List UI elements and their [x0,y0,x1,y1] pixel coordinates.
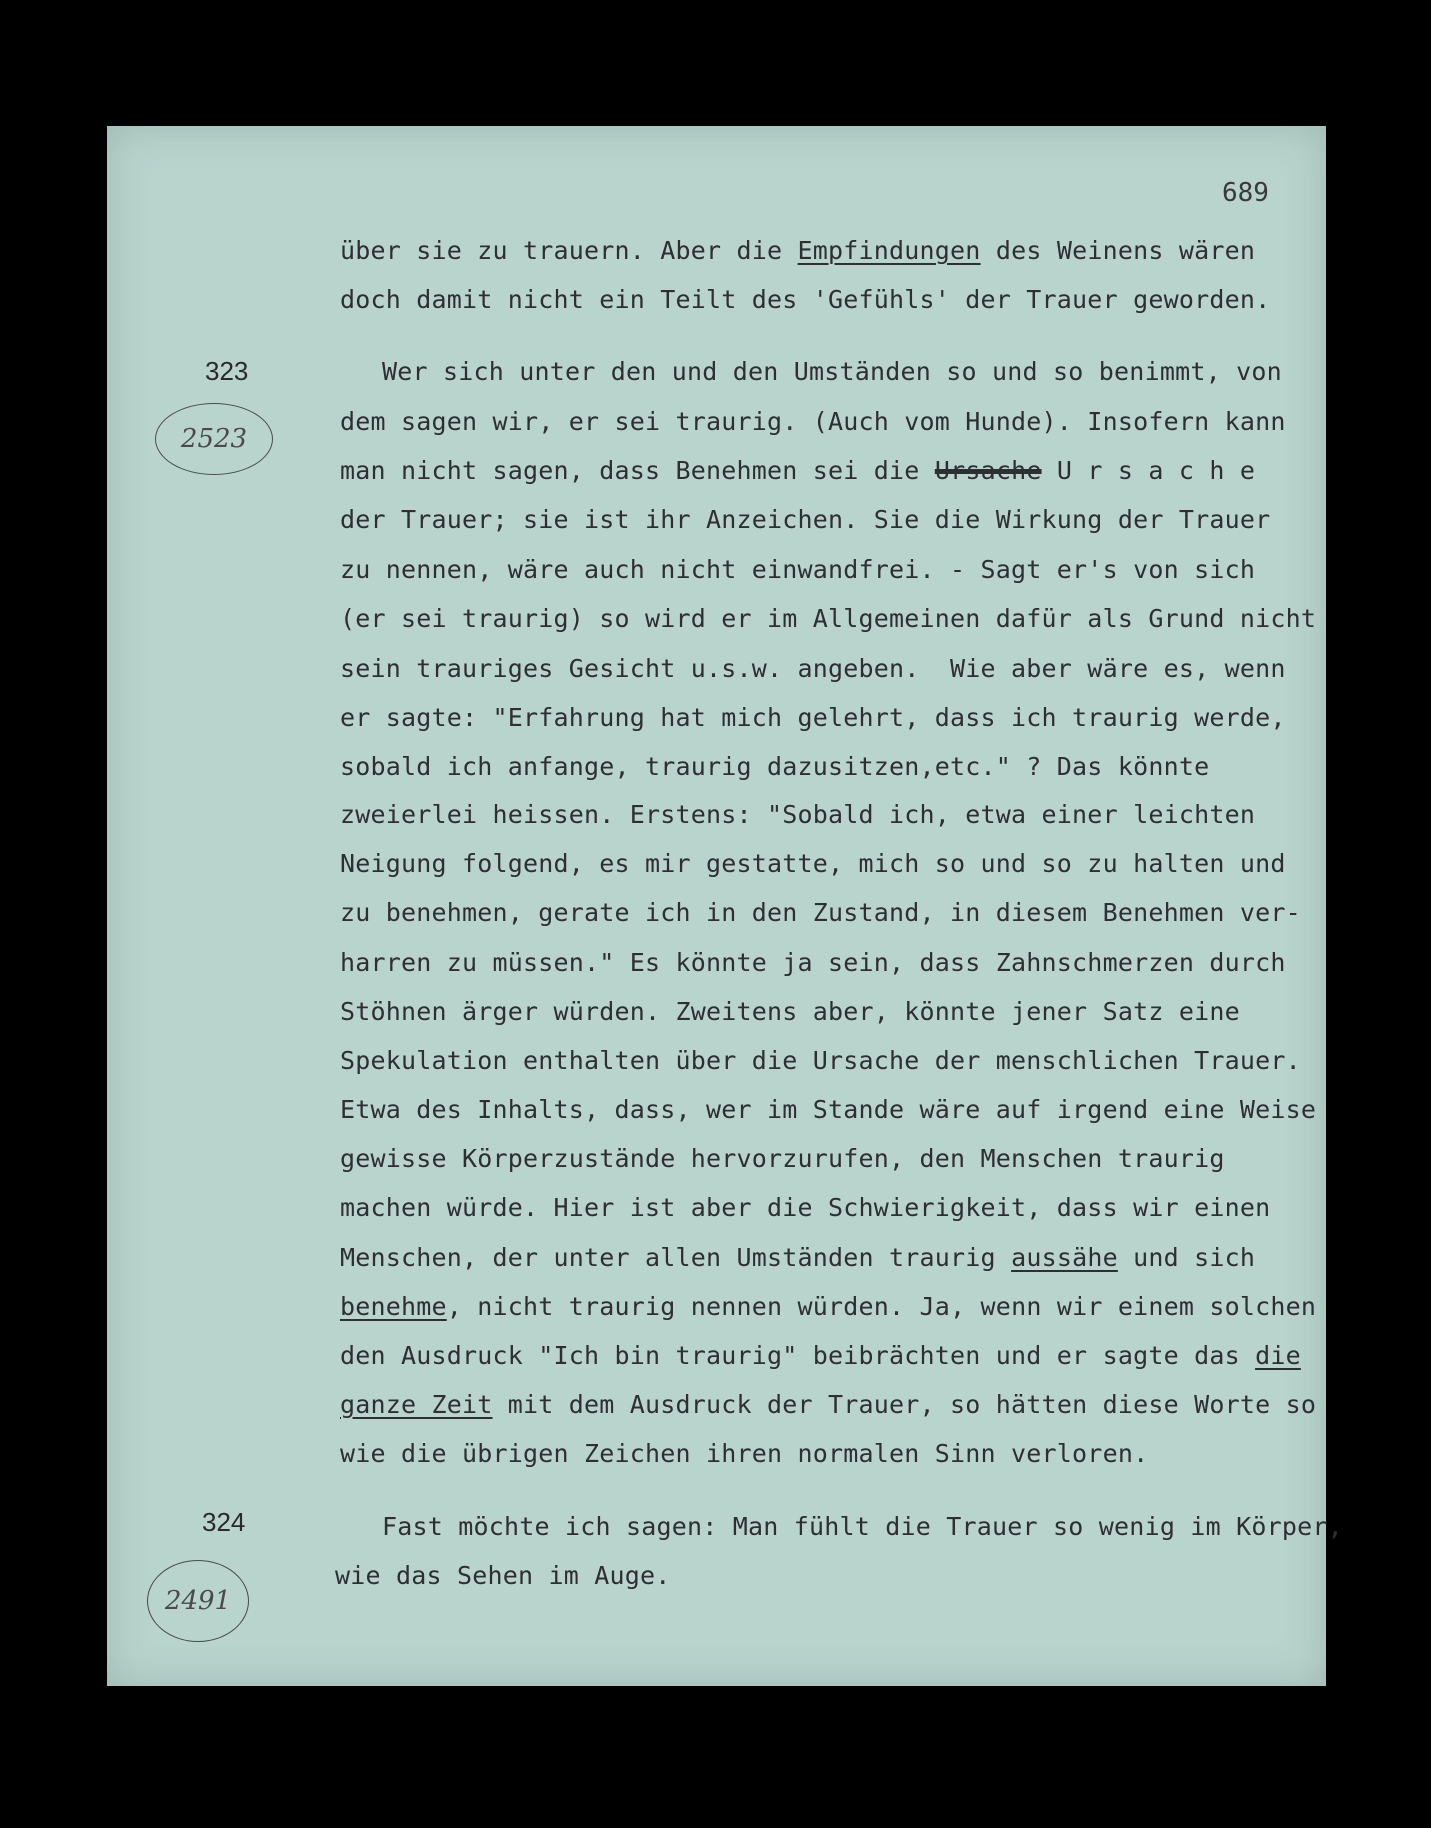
text-line [335,1561,671,1590]
line-text: harren zu müssen." Es könnte ja sein, dass Zahnschmerzen durch [340,948,1286,977]
text-line [340,1439,1148,1468]
line-text: machen würde. Hier ist aber die Schwierigkeit, dass wir einen [340,1193,1271,1222]
underlined-text: ganze Zeit [340,1390,493,1419]
line-text: wie die übrigen Zeichen ihren normalen Sinn verloren. [340,1439,1149,1468]
text-line [340,1144,1225,1173]
text-line [340,948,1286,977]
remark-number: 324 [202,1507,246,1537]
line-text: den Ausdruck "Ich bin traurig" beibrächten und er sagte das [340,1341,1256,1370]
line-text: über sie zu trauern. Aber die [340,236,798,265]
line-text: dem sagen wir, er sei traurig. (Auch vom Hunde). Insofern kann [340,407,1286,436]
text-line [382,357,1282,386]
text-line [382,1512,1343,1541]
text-line [340,1193,1270,1222]
line-text: Fast möchte ich sagen: Man fühlt die Trauer so wenig im Körper, [382,1512,1343,1541]
text-line [340,703,1286,732]
line-text: Wer sich unter den und den Umständen so und so benimmt, von [382,357,1282,386]
underlined-text: die [1255,1341,1301,1370]
line-text: wie das Sehen im Auge. [335,1561,671,1590]
line-text: man nicht sagen, dass Benehmen sei die [340,456,935,485]
text-line [340,604,1316,633]
line-text: (er sei traurig) so wird er im Allgemeinen dafür als Grund nicht [340,604,1317,633]
text-line [340,407,1286,436]
line-text: der Trauer; sie ist ihr Anzeichen. Sie die Wirkung der Trauer [340,505,1271,534]
line-text: zu benehmen, gerate ich in den Zustand, in diesem Benehmen ver- [340,898,1301,927]
text-line [340,1243,1255,1272]
line-text: , nicht traurig nennen würden. Ja, wenn wir einem solchen [446,1292,1317,1321]
line-text: Spekulation enthalten über die Ursache der menschlichen Trauer. [340,1046,1301,1075]
text-line [340,1292,1316,1321]
remark-reference-text: 2491 [164,1586,232,1616]
text-line [340,752,1209,781]
remark-reference [147,1560,249,1642]
line-text: er sagte: "Erfahrung hat mich gelehrt, dass ich traurig werde, [340,703,1286,732]
underlined-text: benehme [340,1292,447,1321]
line-text: Neigung folgend, es mir gestatte, mich so und so zu halten und [340,849,1286,878]
line-text: gewisse Körperzustände hervorzurufen, den Menschen traurig [340,1144,1225,1173]
text-line [340,1390,1316,1419]
text-line [340,898,1301,927]
remark-reference-text: 2523 [180,424,248,454]
text-line [340,505,1270,534]
page-number: 689 [1222,178,1269,208]
line-text: zu nennen, wäre auch nicht einwandfrei. - Sagt er's von sich [340,555,1256,584]
line-text: Stöhnen ärger würden. Zweitens aber, könnte jener Satz eine [340,997,1240,1026]
line-text: U r s a c h e [1041,456,1256,485]
text-line [340,456,1255,485]
text-line [340,236,1255,265]
line-text: mit dem Ausdruck der Trauer, so hätten diese Worte so [492,1390,1317,1419]
underlined-text: aussähe [1011,1243,1118,1272]
remark-number: 323 [205,356,249,386]
line-text: und sich [1117,1243,1256,1272]
text-line [340,849,1286,878]
text-line [340,1046,1301,1075]
struck-text: Ursache [934,456,1042,485]
line-text: doch damit nicht ein Teilt des 'Gefühls' der Trauer geworden. [340,285,1271,314]
line-text: zweierlei heissen. Erstens: "Sobald ich, etwa einer leichten [340,800,1256,829]
text-line [340,1341,1301,1370]
underlined-text: Empfindungen [797,236,981,265]
text-line [340,997,1240,1026]
text-line [340,800,1255,829]
line-text: sobald ich anfange, traurig dazusitzen,etc." ? Das könnte [340,752,1210,781]
text-line [340,654,1286,683]
text-line [340,555,1255,584]
line-text: des Weinens wären [980,236,1256,265]
text-line [340,1095,1316,1124]
line-text: sein trauriges Gesicht u.s.w. angeben. Wie aber wäre es, wenn [340,654,1286,683]
remark-reference [155,403,273,475]
text-line [340,285,1270,314]
line-text: Menschen, der unter allen Umständen traurig [340,1243,1012,1272]
line-text: Etwa des Inhalts, dass, wer im Stande wäre auf irgend eine Weise [340,1095,1317,1124]
